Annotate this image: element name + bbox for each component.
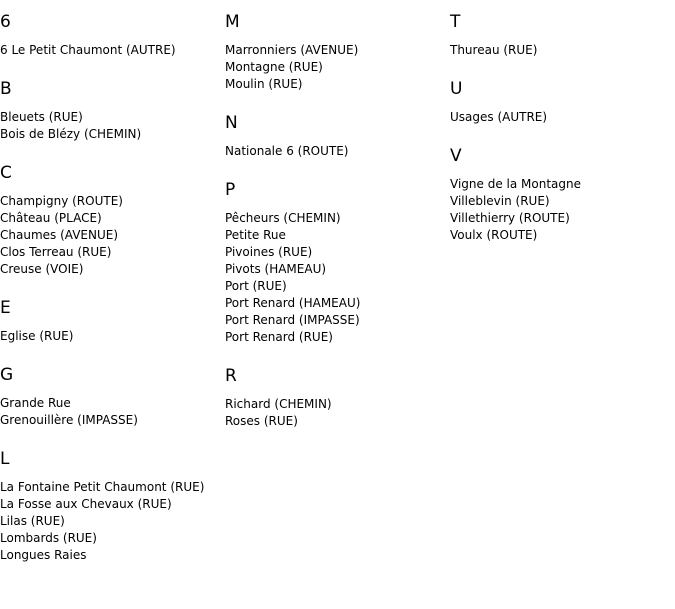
street-item[interactable]: Petite Rue — [225, 228, 286, 242]
letter-group-6 — [0, 11, 225, 59]
street-item[interactable]: Chaumes (AVENUE) — [0, 228, 119, 242]
index-column-3 — [450, 0, 675, 244]
street-item[interactable]: Usages (AUTRE) — [450, 110, 548, 124]
street-item[interactable]: Port Renard (HAMEAU) — [225, 296, 361, 310]
street-list — [225, 143, 450, 160]
street-item[interactable]: Château (PLACE) — [0, 211, 102, 225]
street-item[interactable]: La Fosse aux Chevaux (RUE) — [0, 497, 172, 511]
letter-heading: 6 — [0, 12, 11, 32]
letter-group-e — [0, 297, 225, 345]
letter-heading: R — [225, 366, 237, 386]
street-item[interactable]: Port (RUE) — [225, 279, 287, 293]
letter-group-b — [0, 78, 225, 143]
street-item[interactable]: Moulin (RUE) — [225, 77, 303, 91]
street-item[interactable]: Port Renard (IMPASSE) — [225, 313, 360, 327]
street-item[interactable]: Nationale 6 (ROUTE) — [225, 144, 349, 158]
letter-heading: E — [0, 298, 11, 318]
street-list — [450, 176, 675, 244]
street-item[interactable]: Voulx (ROUTE) — [450, 228, 538, 242]
street-item[interactable]: Bois de Blézy (CHEMIN) — [0, 127, 142, 141]
street-item[interactable]: Marronniers (AVENUE) — [225, 43, 359, 57]
letter-group-n — [225, 112, 450, 160]
street-item[interactable]: Longues Raies — [0, 548, 87, 562]
street-item[interactable]: Lilas (RUE) — [0, 514, 65, 528]
street-item[interactable]: Grande Rue — [0, 396, 71, 410]
letter-heading: T — [450, 12, 461, 32]
street-item[interactable]: Pivots (HAMEAU) — [225, 262, 327, 276]
letter-group-g — [0, 364, 225, 429]
street-item[interactable]: Richard (CHEMIN) — [225, 397, 332, 411]
street-item[interactable]: Clos Terreau (RUE) — [0, 245, 112, 259]
street-list — [450, 109, 675, 126]
letter-heading: M — [225, 12, 240, 32]
letter-group-u — [450, 78, 675, 126]
street-item[interactable]: Grenouillère (IMPASSE) — [0, 413, 138, 427]
street-item[interactable]: Creuse (VOIE) — [0, 262, 84, 276]
street-item[interactable]: Bleuets (RUE) — [0, 110, 83, 124]
street-list — [0, 193, 225, 278]
street-item[interactable]: Lombards (RUE) — [0, 531, 97, 545]
street-list — [0, 328, 225, 345]
letter-group-v — [450, 145, 675, 244]
street-item[interactable]: La Fontaine Petit Chaumont (RUE) — [0, 480, 205, 494]
letter-heading: C — [0, 163, 12, 183]
street-item[interactable]: Thureau (RUE) — [450, 43, 538, 57]
letter-group-m — [225, 11, 450, 93]
letter-group-r — [225, 365, 450, 430]
street-item[interactable]: Port Renard (RUE) — [225, 330, 333, 344]
street-list — [0, 42, 225, 59]
letter-heading: G — [0, 365, 14, 385]
letter-group-p — [225, 179, 450, 346]
index-column-1 — [0, 0, 225, 564]
street-list — [0, 395, 225, 429]
street-item[interactable]: Villethierry (ROUTE) — [450, 211, 570, 225]
letter-heading: B — [0, 79, 12, 99]
street-item[interactable]: Pêcheurs (CHEMIN) — [225, 211, 341, 225]
street-item[interactable]: Pivoines (RUE) — [225, 245, 313, 259]
letter-heading: N — [225, 113, 238, 133]
index-column-2 — [225, 0, 450, 430]
letter-group-c — [0, 162, 225, 278]
street-list — [225, 396, 450, 430]
street-item[interactable]: Champigny (ROUTE) — [0, 194, 123, 208]
street-item[interactable]: Montagne (RUE) — [225, 60, 323, 74]
letter-group-t — [450, 11, 675, 59]
letter-heading: P — [225, 180, 236, 200]
letter-heading: V — [450, 146, 462, 166]
street-list — [225, 42, 450, 93]
letter-group-l — [0, 448, 225, 564]
street-item[interactable]: Eglise (RUE) — [0, 329, 74, 343]
street-list — [450, 42, 675, 59]
street-list — [0, 479, 225, 564]
letter-heading: L — [0, 449, 10, 469]
letter-heading: U — [450, 79, 463, 99]
street-item[interactable]: 6 Le Petit Chaumont (AUTRE) — [0, 43, 176, 57]
street-list — [0, 109, 225, 143]
street-item[interactable]: Roses (RUE) — [225, 414, 298, 428]
street-item[interactable]: Vigne de la Montagne — [450, 177, 581, 191]
street-item[interactable]: Villeblevin (RUE) — [450, 194, 550, 208]
street-list — [225, 210, 450, 346]
